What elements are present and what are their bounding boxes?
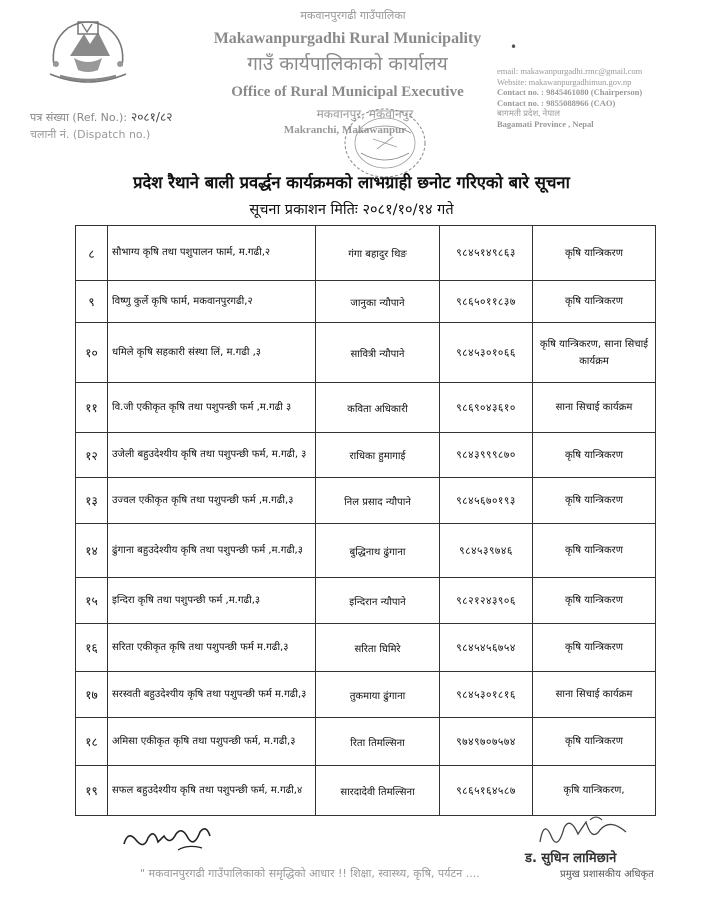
row-serial: १२ xyxy=(76,433,108,478)
row-farm-name: उज्वल एकीकृत कृषि तथा पशुपन्छी फर्म ,म.गढी,३ xyxy=(108,478,316,524)
row-program: कृषि यान्त्रिकरण xyxy=(533,478,656,524)
row-serial: १८ xyxy=(76,718,108,766)
row-serial: १७ xyxy=(76,672,108,718)
contact-cao: Contact no. : 9855088966 (CAO) xyxy=(497,97,616,108)
table-row xyxy=(76,433,656,478)
row-person: सावित्री न्यौपाने xyxy=(316,323,440,383)
row-person: कविता अधिकारी xyxy=(316,383,440,433)
row-farm-name: विष्णु कुर्ले कृषि फार्म, मकवानपुरगढी,२ xyxy=(108,281,316,323)
province-np: बागमती प्रदेश, नेपाल xyxy=(497,108,560,118)
row-person: बुद्धिनाथ ढुंगाना xyxy=(316,524,440,578)
row-phone: ९८६५०११८३७ xyxy=(440,281,533,323)
row-farm-name: ढुंगाना बहुउदेश्यीय कृषि तथा पशुपन्छी फर्म ,म.गढी,३ xyxy=(108,524,316,578)
table-row xyxy=(76,226,656,281)
row-phone: ९८६९०४३६१० xyxy=(440,383,533,433)
row-program: कृषि यान्त्रिकरण xyxy=(533,524,656,578)
dispatch-number: चलानी नं. (Dispatch no.) xyxy=(30,128,151,141)
row-person: इन्दिरान न्यौपाने xyxy=(316,578,440,624)
table-row xyxy=(76,524,656,578)
row-phone: ९८४५३९७४६ xyxy=(440,524,533,578)
place-en: Makranchi, Makawanpur xyxy=(283,124,407,136)
table-row xyxy=(76,323,656,383)
ref-value: २०८१/८२ xyxy=(130,110,173,124)
row-phone: ९८४५४५६७५४ xyxy=(440,624,533,672)
row-program: कृषि यान्त्रिकरण, xyxy=(533,766,656,816)
row-person: गंगा बहादुर थिङ xyxy=(316,226,440,281)
stray-mark: • xyxy=(510,40,518,54)
row-serial: ९ xyxy=(76,281,108,323)
row-serial: १५ xyxy=(76,578,108,624)
beneficiary-table xyxy=(75,225,656,816)
row-person: रिता तिमल्सिना xyxy=(316,718,440,766)
row-serial: १६ xyxy=(76,624,108,672)
table-row xyxy=(76,578,656,624)
row-phone: ९८४५३०१०६६ xyxy=(440,323,533,383)
row-person: सरिता घिमिरे xyxy=(316,624,440,672)
row-phone: ९८४५६७०१९३ xyxy=(440,478,533,524)
row-phone: ९८४५३०१८१६ xyxy=(440,672,533,718)
row-program: कृषि यान्त्रिकरण xyxy=(533,433,656,478)
table-row xyxy=(76,624,656,672)
row-program: कृषि यान्त्रिकरण xyxy=(533,578,656,624)
municipality-emblem-icon xyxy=(40,12,136,92)
row-farm-name: उजेली बहुउदेश्यीय कृषि तथा पशुपन्छी फर्म, म.गढी, ३ xyxy=(108,433,316,478)
office-name-np: गाउँ कार्यपालिकाको कार्यालय xyxy=(247,53,448,75)
ref-label: पत्र संख्या (Ref. No.): xyxy=(30,111,127,124)
published-suffix: गते xyxy=(437,202,454,218)
row-serial: ११ xyxy=(76,383,108,433)
officer-name: ड. सुधिन लामिछाने xyxy=(525,851,617,866)
row-farm-name: अमिसा एकीकृत कृषि तथा पशुपन्छी फर्म, म.गढी,३ xyxy=(108,718,316,766)
row-phone: ९८४५१४९८६३ xyxy=(440,226,533,281)
municipality-name-en: Makawanpurgadhi Rural Municipality xyxy=(213,30,482,47)
contact-email: email: makawanpurgadhi.rmc@gmail.com xyxy=(497,66,643,76)
row-person: सारदादेवी तिमल्सिना xyxy=(316,766,440,816)
row-farm-name: वि.जी एकीकृत कृषि तथा पशुपन्छी फर्म ,म.गढी ३ xyxy=(108,383,316,433)
row-program: कृषि यान्त्रिकरण xyxy=(533,226,656,281)
notice-published-line xyxy=(0,199,703,219)
contact-website: Website: makawanpurgadhimun.gov.np xyxy=(497,76,632,87)
row-phone: ९८२१२४३९०६ xyxy=(440,578,533,624)
contact-chairperson: Contact no. : 9845461080 (Chairperson) xyxy=(497,87,643,97)
table-row xyxy=(76,718,656,766)
contact-block xyxy=(497,66,697,129)
row-program: कृषि यान्त्रिकरण, साना सिचाई कार्यक्रम xyxy=(533,323,656,383)
table-row xyxy=(76,281,656,323)
row-serial: १० xyxy=(76,323,108,383)
row-program: कृषि यान्त्रिकरण xyxy=(533,281,656,323)
reference-number xyxy=(30,108,172,125)
table-row xyxy=(76,478,656,524)
row-farm-name: सरस्वती बहुउदेश्यीय कृषि तथा पशुपन्छी फर्म म.गढी,३ xyxy=(108,672,316,718)
published-label: सूचना प्रकाशन मितिः xyxy=(249,202,358,218)
row-person: तुकमाया ढुंगाना xyxy=(316,672,440,718)
row-serial: ८ xyxy=(76,226,108,281)
row-program: कृषि यान्त्रिकरण xyxy=(533,624,656,672)
row-farm-name: सरिता एकीकृत कृषि तथा पशुपन्छी फर्म म.गढी,३ xyxy=(108,624,316,672)
row-serial: १४ xyxy=(76,524,108,578)
row-farm-name: इन्दिरा कृषि तथा पशुपन्छी फर्म ,म.गढी,३ xyxy=(108,578,316,624)
footer-slogan: " मकवानपुरगढी गाउँपालिकाको समृद्धिको आधार !! शिक्षा, स्वास्थ्य, कृषि, पर्यटन .... xyxy=(140,867,480,880)
row-farm-name: सौभाग्य कृषि तथा पशुपालन फार्म, म.गढी,२ xyxy=(108,226,316,281)
row-serial: १९ xyxy=(76,766,108,816)
office-name-en: Office of Rural Municipal Executive xyxy=(231,84,464,100)
officer-title: प्रमुख प्रशासकीय अधिकृत xyxy=(560,869,654,880)
province-en: Bagamati Province , Nepal xyxy=(497,118,594,129)
row-farm-name: सफल बहुउदेश्यीय कृषि तथा पशुपन्छी फर्म, म.गढी,४ xyxy=(108,766,316,816)
row-farm-name: धमिले कृषि सहकारी संस्था लिं, म.गढी ,३ xyxy=(108,323,316,383)
published-date: २०८१/१०/१४ xyxy=(362,202,433,218)
place-np: मकवानपुर, मकवानपुर xyxy=(316,107,414,121)
row-phone: ९७४९७०७५७४ xyxy=(440,718,533,766)
row-person: जानुका न्यौपाने xyxy=(316,281,440,323)
row-phone: ९८६५१६४५८७ xyxy=(440,766,533,816)
row-program: साना सिचाई कार्यक्रम xyxy=(533,672,656,718)
signature-right-icon xyxy=(530,812,640,852)
row-phone: ९८४३९९९८७० xyxy=(440,433,533,478)
row-program: साना सिचाई कार्यक्रम xyxy=(533,383,656,433)
row-person: राधिका हुमागाई xyxy=(316,433,440,478)
row-person: निल प्रसाद न्यौपाने xyxy=(316,478,440,524)
signature-left-icon xyxy=(118,820,218,854)
table-row xyxy=(76,383,656,433)
row-program: कृषि यान्त्रिकरण xyxy=(533,718,656,766)
table-row xyxy=(76,766,656,816)
table-row xyxy=(76,672,656,718)
letterhead-top-partial: मकवानपुरगढी गाउँपालिका xyxy=(300,9,406,22)
notice-title: प्रदेश रैथाने बाली प्रवर्द्धन कार्यक्रमको लाभग्राही छनोट गरिएको बारे सूचना xyxy=(133,173,570,192)
row-serial: १३ xyxy=(76,478,108,524)
